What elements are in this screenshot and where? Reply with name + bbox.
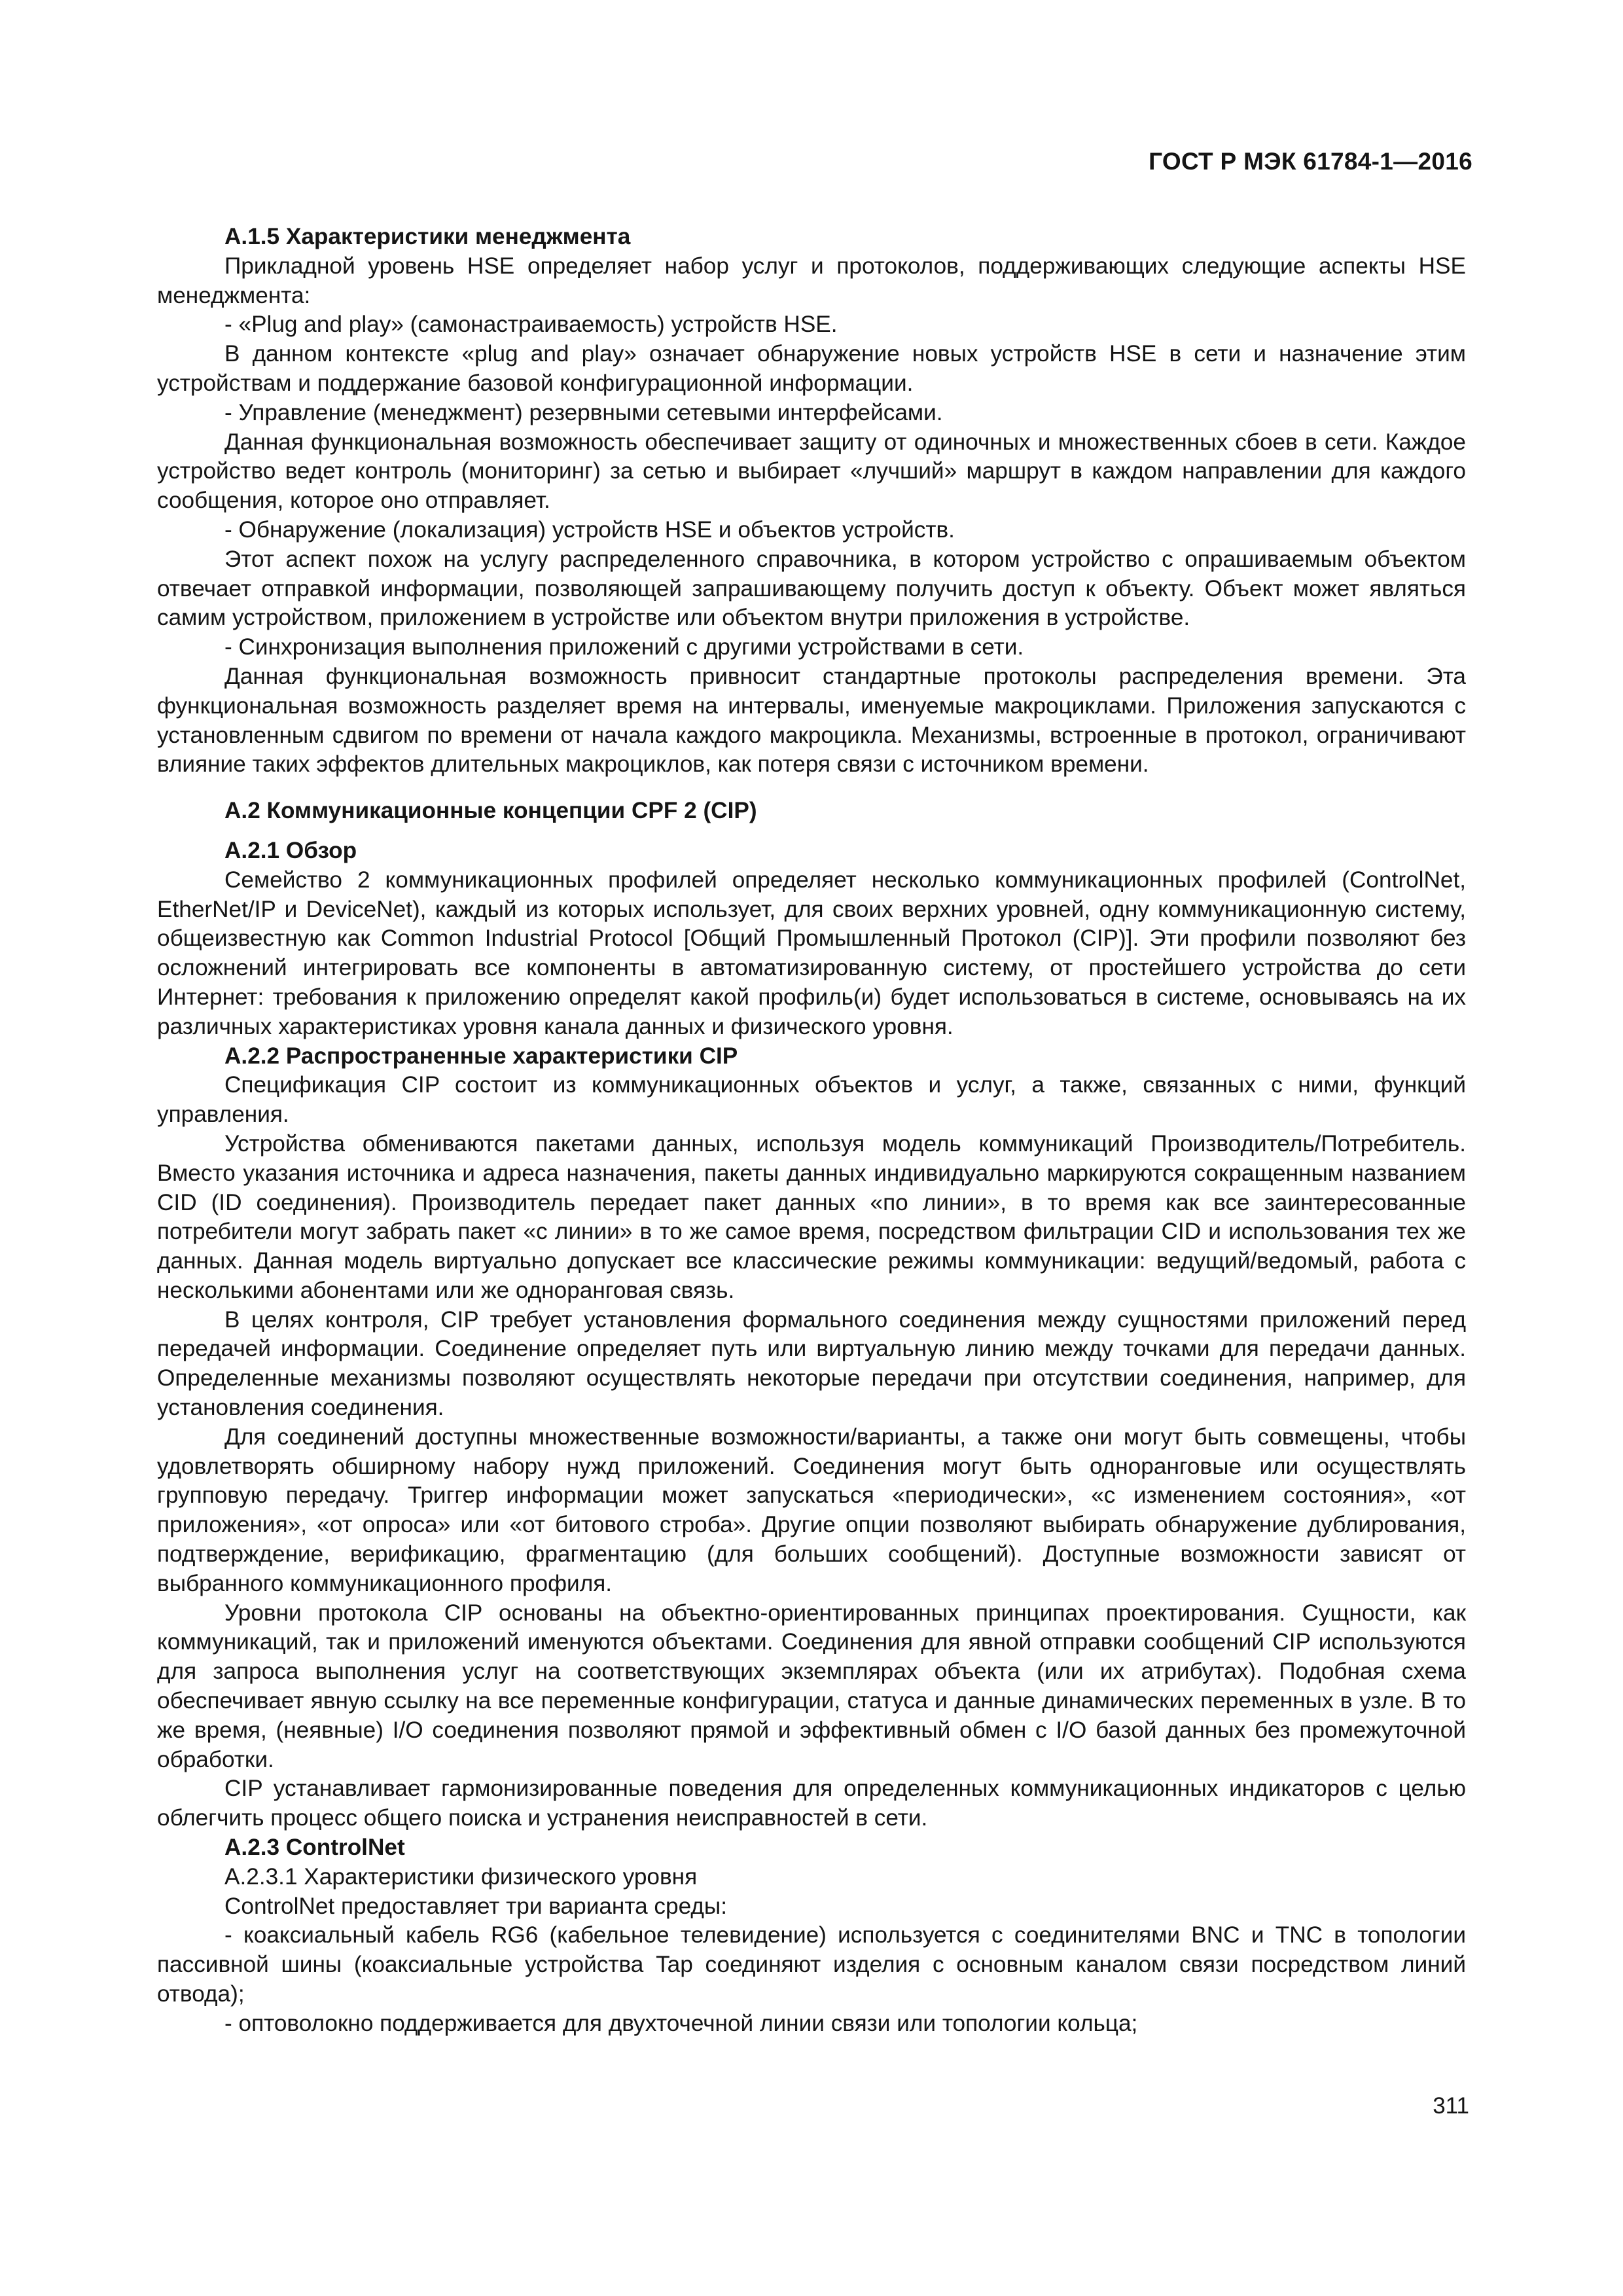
- paragraph: В данном контексте «plug and play» означает обнаружение новых устройств HSE в сети и назначение этим устройствам и поддержание базовой конфигурационной информации.: [157, 341, 1466, 396]
- page-body: [157, 223, 1466, 2039]
- paragraph: ControlNet предоставляет три варианта среды:: [224, 1893, 727, 1919]
- standard-header: ГОСТ Р МЭК 61784-1—2016: [1149, 148, 1472, 175]
- paragraph: Спецификация CIP состоит из коммуникационных объектов и услуг, а также, связанных с ними, функций управления.: [157, 1072, 1466, 1128]
- paragraph: Устройства обмениваются пакетами данных, используя модель коммуникаций Производитель/Потребитель. Вместо указания источника и адреса назначения, пакеты данных индивидуально маркируются сокращенным названием CID (ID соединения). Производитель передает пакет данных «по линии», в то время как все заинтересованные потребители могут забрать пакет «с линии» в то же самое время, посредством фильтрации CID и использования тех же данных. Данная модель виртуально допускает все классические режимы коммуникации: ведущий/ведомый, работа с несколькими абонентами или же одноранговая связь.: [157, 1130, 1466, 1303]
- paragraph: - коаксиальный кабель RG6 (кабельное телевидение) используется с соединителями BNC и TNC в топологии пассивной шины (коаксиальные устройства Tap соединяют изделия с основным каналом связи посредством линий отвода);: [157, 1922, 1466, 2007]
- section-heading: А.2.3 ControlNet: [224, 1835, 405, 1861]
- paragraph: - Синхронизация выполнения приложений с другими устройствами в сети.: [224, 634, 1024, 660]
- paragraph: - оптоволокно поддерживается для двухточечной линии связи или топологии кольца;: [224, 2010, 1138, 2036]
- paragraph: В целях контроля, CIP требует установления формального соединения между сущностями приложений перед передачей информации. Соединение определяет путь или виртуальную линию между точками для передачи данных. Определенные механизмы позволяют осуществлять некоторые передачи при отсутствии соединения, например, для установления соединения.: [157, 1306, 1466, 1421]
- paragraph: Для соединений доступны множественные возможности/варианты, а также они могут быть совмещены, чтобы удовлетворять обширному набору нужд приложений. Соединения могут быть одноранговые или осуществлять групповую передачу. Триггер информации может запускаться «периодически», «с изменением состояния», «от приложения», «от опроса» или «от битового строба». Другие опции позволяют выбирать обнаружение дублирования, подтверждение, верификацию, фрагментацию (для больших сообщений). Доступные возможности зависят от выбранного коммуникационного профиля.: [157, 1424, 1466, 1596]
- paragraph: - «Plug and play» (самонастраиваемость) устройств HSE.: [224, 312, 838, 338]
- section-heading: А.2 Коммуникационные концепции CPF 2 (CIP): [224, 798, 757, 824]
- page-number: 311: [1433, 2093, 1469, 2119]
- section-heading: А.2.1 Обзор: [224, 837, 357, 863]
- paragraph: Данная функциональная возможность обеспечивает защиту от одиночных и множественных сбоев в сети. Каждое устройство ведет контроль (мониторинг) за сетью и выбирает «лучший» маршрут в каждом направлении для каждого сообщения, которое оно отправляет.: [157, 429, 1466, 514]
- paragraph: - Управление (менеджмент) резервными сетевыми интерфейсами.: [224, 399, 943, 425]
- paragraph: Прикладной уровень HSE определяет набор услуг и протоколов, поддерживающих следующие аспекты HSE менеджмента:: [157, 253, 1466, 308]
- subsection-heading: А.2.3.1 Характеристики физического уровня: [224, 1863, 698, 1890]
- section-heading: А.1.5 Характеристики менеджмента: [224, 224, 631, 249]
- paragraph: Уровни протокола CIP основаны на объектно-ориентированных принципах проектирования. Сущности, как коммуникаций, так и приложений именуются объектами. Соединения для явной отправки сообщений CIP используются для запроса выполнения услуг на соответствующих экземплярах объекта (или их атрибутах). Подобная схема обеспечивает явную ссылку на все переменные конфигурации, статуса и данные динамических переменных в узле. В то же время, (неявные) I/O соединения позволяют прямой и эффективный обмен с I/O базой данных без промежуточной обработки.: [157, 1600, 1466, 1772]
- paragraph: Семейство 2 коммуникационных профилей определяет несколько коммуникационных профилей (ControlNet, EtherNet/IP и DeviceNet), каждый из которых использует, для своих верхних уровней, одну коммуникационную систему, общеизвестную как Common Industrial Protocol [Общий Промышленный Протокол (CIP)]. Эти профили позволяют без осложнений интегрировать все компоненты в автоматизированную систему, от простейшего устройства до сети Интернет: требования к приложению определят какой профиль(и) будет использоваться в системе, основываясь на их различных характеристиках уровня канала данных и физического уровня.: [157, 867, 1466, 1039]
- paragraph: Данная функциональная возможность привносит стандартные протоколы распределения времени. Эта функциональная возможность разделяет время на интервалы, именуемые макроциклами. Приложения запускаются с установленным сдвигом по времени от начала каждого макроцикла. Механизмы, встроенные в протокол, ограничивают влияние таких эффектов длительных макроциклов, как потеря связи с источником времени.: [157, 663, 1466, 778]
- paragraph: Этот аспект похож на услугу распределенного справочника, в котором устройство с опрашиваемым объектом отвечает отправкой информации, позволяющей запрашивающему получить доступ к объекту. Объект может являться самим устройством, приложением в устройстве или объектом внутри приложения в устройстве.: [157, 546, 1466, 631]
- section-heading: А.2.2 Распространенные характеристики CIP: [224, 1043, 738, 1069]
- paragraph: CIP устанавливает гармонизированные поведения для определенных коммуникационных индикаторов с целью облегчить процесс общего поиска и устранения неисправностей в сети.: [157, 1776, 1466, 1831]
- paragraph: - Обнаружение (локализация) устройств HSE и объектов устройств.: [224, 516, 955, 543]
